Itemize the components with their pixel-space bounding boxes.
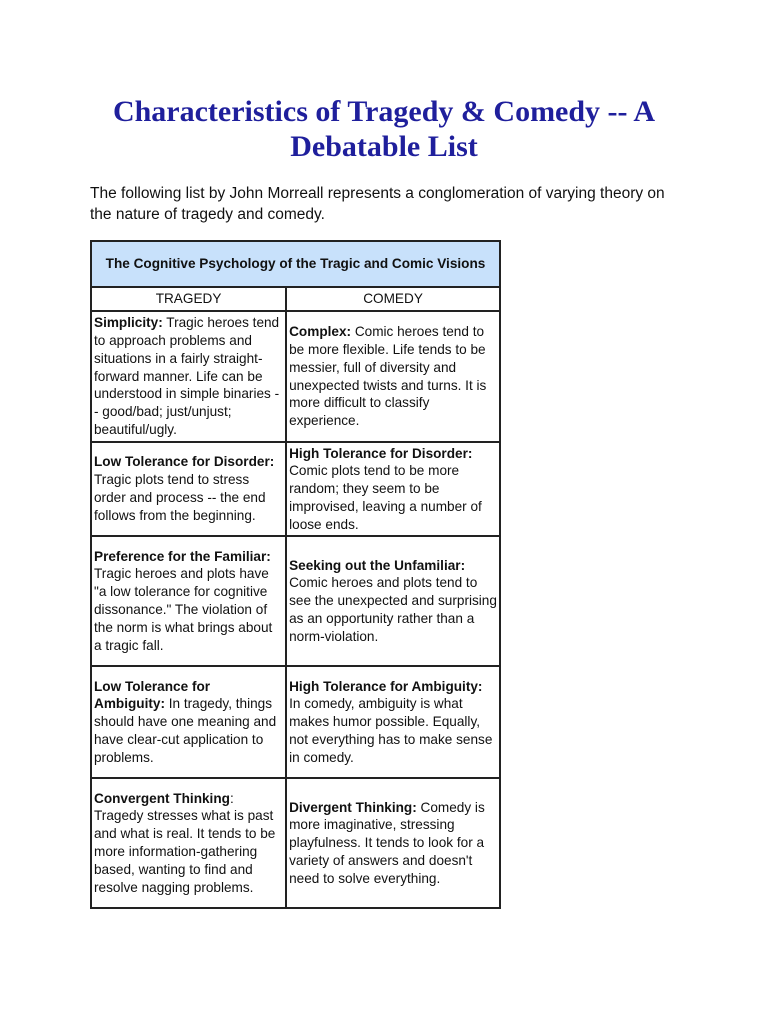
tragedy-cell [91, 442, 286, 536]
comedy-text: Comedy is more imaginative, stressing playfulness. It tends to look for a variety of answers and doesn't need to solve everything. [289, 799, 485, 886]
tragedy-cell [91, 536, 286, 666]
comedy-text: Comic heroes tend to be more flexible. Life tends to be messier, full of diversity and unexpected twists and turns. It is more difficult to classify experience. [289, 324, 487, 429]
table-row [91, 536, 500, 666]
intro-paragraph: The following list by John Morreall represents a conglomeration of varying theory on the nature of tragedy and comedy. [90, 185, 665, 223]
tragedy-term: Low Tolerance for Disorder: [94, 454, 275, 470]
comedy-term: High Tolerance for Disorder: [289, 445, 473, 461]
column-header-comedy: COMEDY [286, 287, 500, 311]
comedy-term: Divergent Thinking: [289, 799, 417, 815]
comedy-text: Comic heroes and plots tend to see the unexpected and surprising as an opportunity rather than a norm-violation. [289, 575, 497, 644]
comedy-term: Seeking out the Unfamiliar: [289, 557, 466, 573]
tragedy-cell [91, 778, 286, 908]
comedy-term: High Tolerance for Ambiguity: [289, 678, 483, 694]
comedy-text: In comedy, ambiguity is what makes humor possible. Equally, not everything has to make sense in comedy. [289, 696, 493, 765]
comedy-term: Complex: [289, 324, 352, 340]
tragedy-text: Tragic heroes tend to approach problems and situations in a fairly straight-forward manner. Life can be understood in simple binaries -- good/bad; just/unjust; beautiful/ugly. [94, 315, 280, 437]
comedy-text: Comic plots tend to be more random; they seem to be improvised, leaving a number of loose ends. [289, 463, 482, 532]
tragedy-cell [91, 311, 286, 442]
comparison-table [90, 240, 501, 909]
tragedy-term: Low Tolerance for Ambiguity: [94, 678, 211, 712]
tragedy-term: Convergent Thinking [94, 790, 230, 806]
table-row [91, 442, 500, 536]
tragedy-term: Simplicity: [94, 315, 163, 331]
table-header-row [91, 241, 500, 287]
tragedy-text: : Tragedy stresses what is past and what is real. It tends to be more information-gathering based, wanting to find and resolve nagging problems. [94, 790, 276, 895]
tragedy-cell [91, 666, 286, 778]
comedy-cell [286, 536, 500, 666]
comedy-cell [286, 778, 500, 908]
table-header: The Cognitive Psychology of the Tragic and Comic Visions [91, 241, 500, 287]
table-row [91, 778, 500, 908]
table-row [91, 311, 500, 442]
tragedy-text: Tragic heroes and plots have "a low tolerance for cognitive dissonance." The violation of the norm is what brings about a tragic fall. [94, 566, 273, 653]
column-header-row [91, 287, 500, 311]
tragedy-text: Tragic plots tend to stress order and process -- the end follows from the beginning. [94, 472, 266, 523]
column-header-tragedy: TRAGEDY [91, 287, 286, 311]
comedy-cell [286, 442, 500, 536]
comedy-cell [286, 666, 500, 778]
comedy-cell [286, 311, 500, 442]
tragedy-term: Preference for the Familiar: [94, 548, 271, 564]
page-title: Characteristics of Tragedy & Comedy -- A Debatable List [112, 95, 656, 163]
tragedy-text: In tragedy, things should have one meaning and have clear-cut application to problems. [94, 696, 277, 765]
table-row [91, 666, 500, 778]
